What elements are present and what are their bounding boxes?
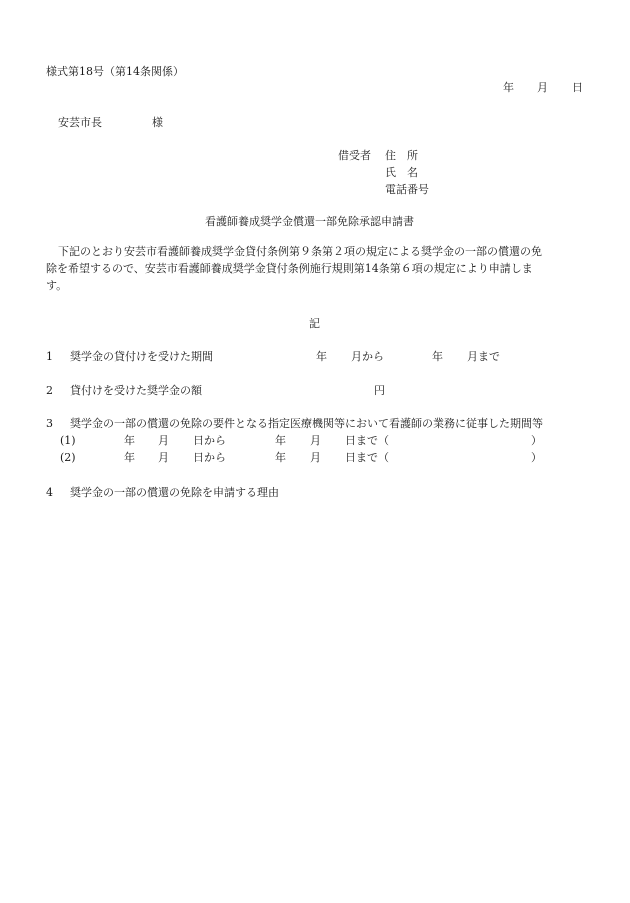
- item3-row1-month2: 月: [310, 434, 321, 447]
- item2-unit: 円: [374, 384, 385, 397]
- request-line-2: 除を希望するので、安芸市看護師養成奨学金貸付条例施行規則第14条第６項の規定により申請しま: [46, 262, 533, 275]
- request-line-1: 下記のとおり安芸市看護師養成奨学金貸付条例第９条第２項の規定による奨学金の一部の償還の免: [58, 245, 542, 258]
- item3-row2-year1: 年: [124, 451, 135, 464]
- item3-row1-year2: 年: [275, 434, 286, 447]
- item3-row2-day1: 日から: [193, 451, 226, 464]
- item1-from-month: 月から: [351, 350, 384, 363]
- item3-row2-month2: 月: [310, 451, 321, 464]
- borrower-name-label: 氏 名: [385, 166, 418, 179]
- addressee-honorific: 様: [152, 116, 163, 129]
- item4-number: 4: [46, 486, 53, 499]
- item3-row1-index: (1): [60, 434, 76, 447]
- item3-row1-month1: 月: [158, 434, 169, 447]
- item1-to-year: 年: [432, 350, 443, 363]
- ki-heading: 記: [309, 317, 320, 330]
- item1-from-year: 年: [316, 350, 327, 363]
- item3-row1-close: ）: [531, 434, 542, 447]
- item1-number: 1: [46, 350, 53, 363]
- addressee-mayor: 安芸市長: [58, 116, 102, 129]
- item3-row2-index: (2): [60, 451, 76, 464]
- item4-label: 奨学金の一部の償還の免除を申請する理由: [70, 486, 279, 499]
- form-number: 様式第18号（第14条関係）: [46, 65, 184, 78]
- item1-label: 奨学金の貸付けを受けた期間: [70, 350, 213, 363]
- date-day: 日: [572, 81, 583, 94]
- borrower-label: 借受者: [338, 149, 371, 162]
- item3-row2-month1: 月: [158, 451, 169, 464]
- item3-row1-day2: 日まで（: [345, 434, 389, 447]
- item3-row2-close: ）: [531, 451, 542, 464]
- item3-row2-year2: 年: [275, 451, 286, 464]
- borrower-phone-label: 電話番号: [385, 183, 429, 196]
- date-month: 月: [537, 81, 548, 94]
- borrower-address-label: 住 所: [385, 149, 418, 162]
- request-paragraph: [46, 243, 584, 294]
- date-year: 年: [503, 81, 514, 94]
- item3-number: 3: [46, 417, 53, 430]
- item3-label: 奨学金の一部の償還の免除の要件となる指定医療機関等において看護師の業務に従事した期間等: [70, 417, 543, 430]
- document-title: 看護師養成奨学金償還一部免除承認申請書: [205, 215, 414, 228]
- item3-row1-day1: 日から: [193, 434, 226, 447]
- item2-number: 2: [46, 384, 53, 397]
- item2-label: 貸付けを受けた奨学金の額: [70, 384, 202, 397]
- request-line-3: す。: [46, 279, 68, 292]
- item1-to-month: 月まで: [467, 350, 500, 363]
- item3-row2-day2: 日まで（: [345, 451, 389, 464]
- item3-row1-year1: 年: [124, 434, 135, 447]
